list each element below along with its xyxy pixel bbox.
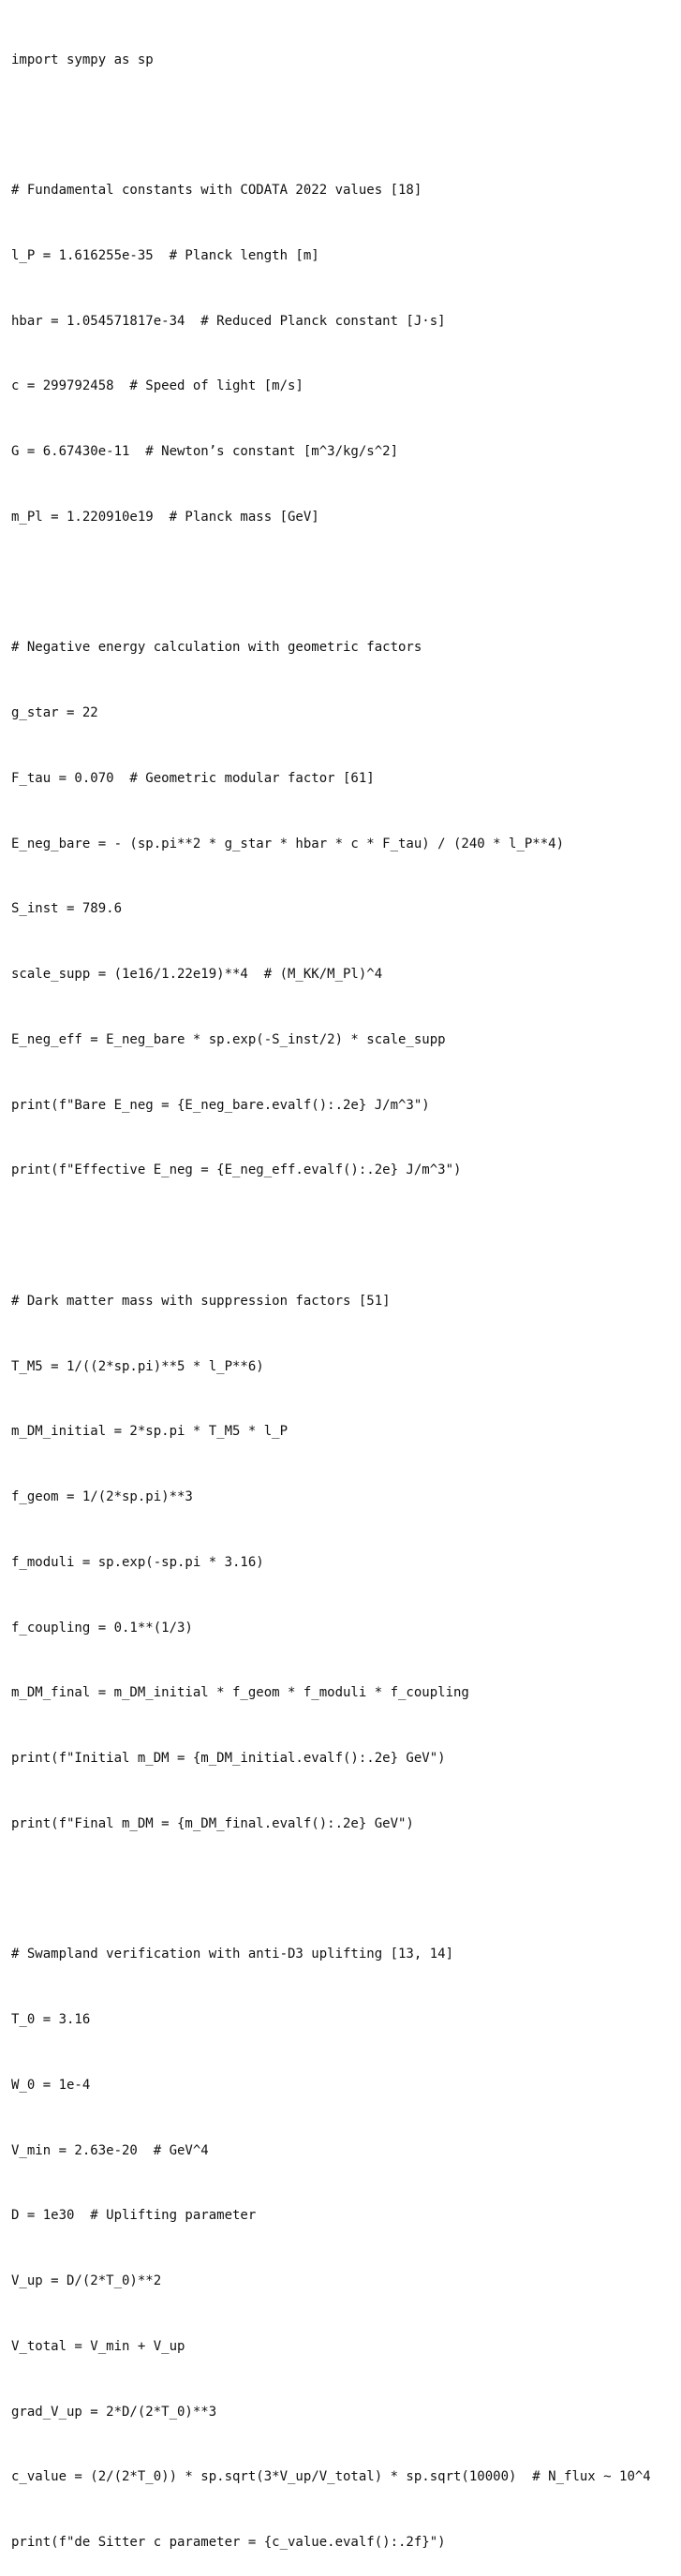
code-line: V_min = 2.63e-20 # GeV^4	[11, 2142, 209, 2158]
code-line: import sympy as sp	[11, 52, 154, 67]
code-line: grad_V_up = 2*D/(2*T_0)**3	[11, 2404, 217, 2420]
code-line: E_neg_eff = E_neg_bare * sp.exp(-S_inst/2) * scale_supp	[11, 1031, 446, 1047]
code-line: print(f"de Sitter c parameter = {c_value.evalf():.2f}")	[11, 2535, 446, 2550]
code-line: S_inst = 789.6	[11, 901, 123, 917]
code-line: print(f"Final m_DM = {m_DM_final.evalf():.2e} GeV")	[11, 1815, 414, 1831]
code-line: f_geom = 1/(2*sp.pi)**3	[11, 1489, 193, 1504]
code-line: l_P = 1.616255e-35 # Planck length [m]	[11, 247, 319, 263]
code-line: W_0 = 1e-4	[11, 2077, 91, 2093]
code-line: f_moduli = sp.exp(-sp.pi * 3.16)	[11, 1554, 264, 1570]
code-line: m_DM_initial = 2*sp.pi * T_M5 * l_P	[11, 1424, 289, 1440]
code-line	[11, 114, 651, 136]
code-line: T_0 = 3.16	[11, 2012, 91, 2027]
code-line	[11, 572, 651, 594]
code-line: V_up = D/(2*T_0)**2	[11, 2273, 162, 2288]
code-line: c = 299792458 # Speed of light [m/s]	[11, 378, 303, 394]
code-line: T_M5 = 1/((2*sp.pi)**5 * l_P**6)	[11, 1358, 264, 1374]
code-line	[11, 1225, 651, 1247]
code-line: c_value = (2/(2*T_0)) * sp.sqrt(3*V_up/V_total) * sp.sqrt(10000) # N_flux ~ 10^4	[11, 2469, 651, 2485]
code-line: # Negative energy calculation with geometric factors	[11, 640, 422, 656]
code-line: m_DM_final = m_DM_initial * f_geom * f_moduli * f_coupling	[11, 1685, 469, 1701]
code-line: D = 1e30 # Uplifting parameter	[11, 2208, 257, 2224]
code-line: print(f"Effective E_neg = {E_neg_eff.evalf():.2e} J/m^3")	[11, 1162, 462, 1178]
code-line: # Swampland verification with anti-D3 uplifting [13, 14]	[11, 1947, 454, 1962]
code-line: # Fundamental constants with CODATA 2022 values [18]	[11, 183, 422, 198]
code-line: G = 6.67430e-11 # Newton’s constant [m^3/kg/s^2]	[11, 444, 399, 459]
code-line: F_tau = 0.070 # Geometric modular factor [61]	[11, 770, 375, 786]
code-line: scale_supp = (1e16/1.22e19)**4 # (M_KK/M_Pl)^4	[11, 967, 383, 982]
code-line	[11, 1879, 651, 1901]
code-listing	[11, 6, 651, 2576]
code-line: E_neg_bare = - (sp.pi**2 * g_star * hbar * c * F_tau) / (240 * l_P**4)	[11, 836, 565, 851]
code-line: print(f"Bare E_neg = {E_neg_bare.evalf():.2e} J/m^3")	[11, 1097, 430, 1113]
code-line: print(f"Initial m_DM = {m_DM_initial.evalf():.2e} GeV")	[11, 1751, 446, 1766]
code-line: g_star = 22	[11, 705, 98, 720]
code-line: hbar = 1.054571817e-34 # Reduced Planck constant [J·s]	[11, 313, 446, 329]
code-line: V_total = V_min + V_up	[11, 2338, 185, 2354]
code-line: f_coupling = 0.1**(1/3)	[11, 1620, 193, 1636]
code-line: # Dark matter mass with suppression factors [51]	[11, 1293, 391, 1309]
code-line: m_Pl = 1.220910e19 # Planck mass [GeV]	[11, 509, 319, 525]
